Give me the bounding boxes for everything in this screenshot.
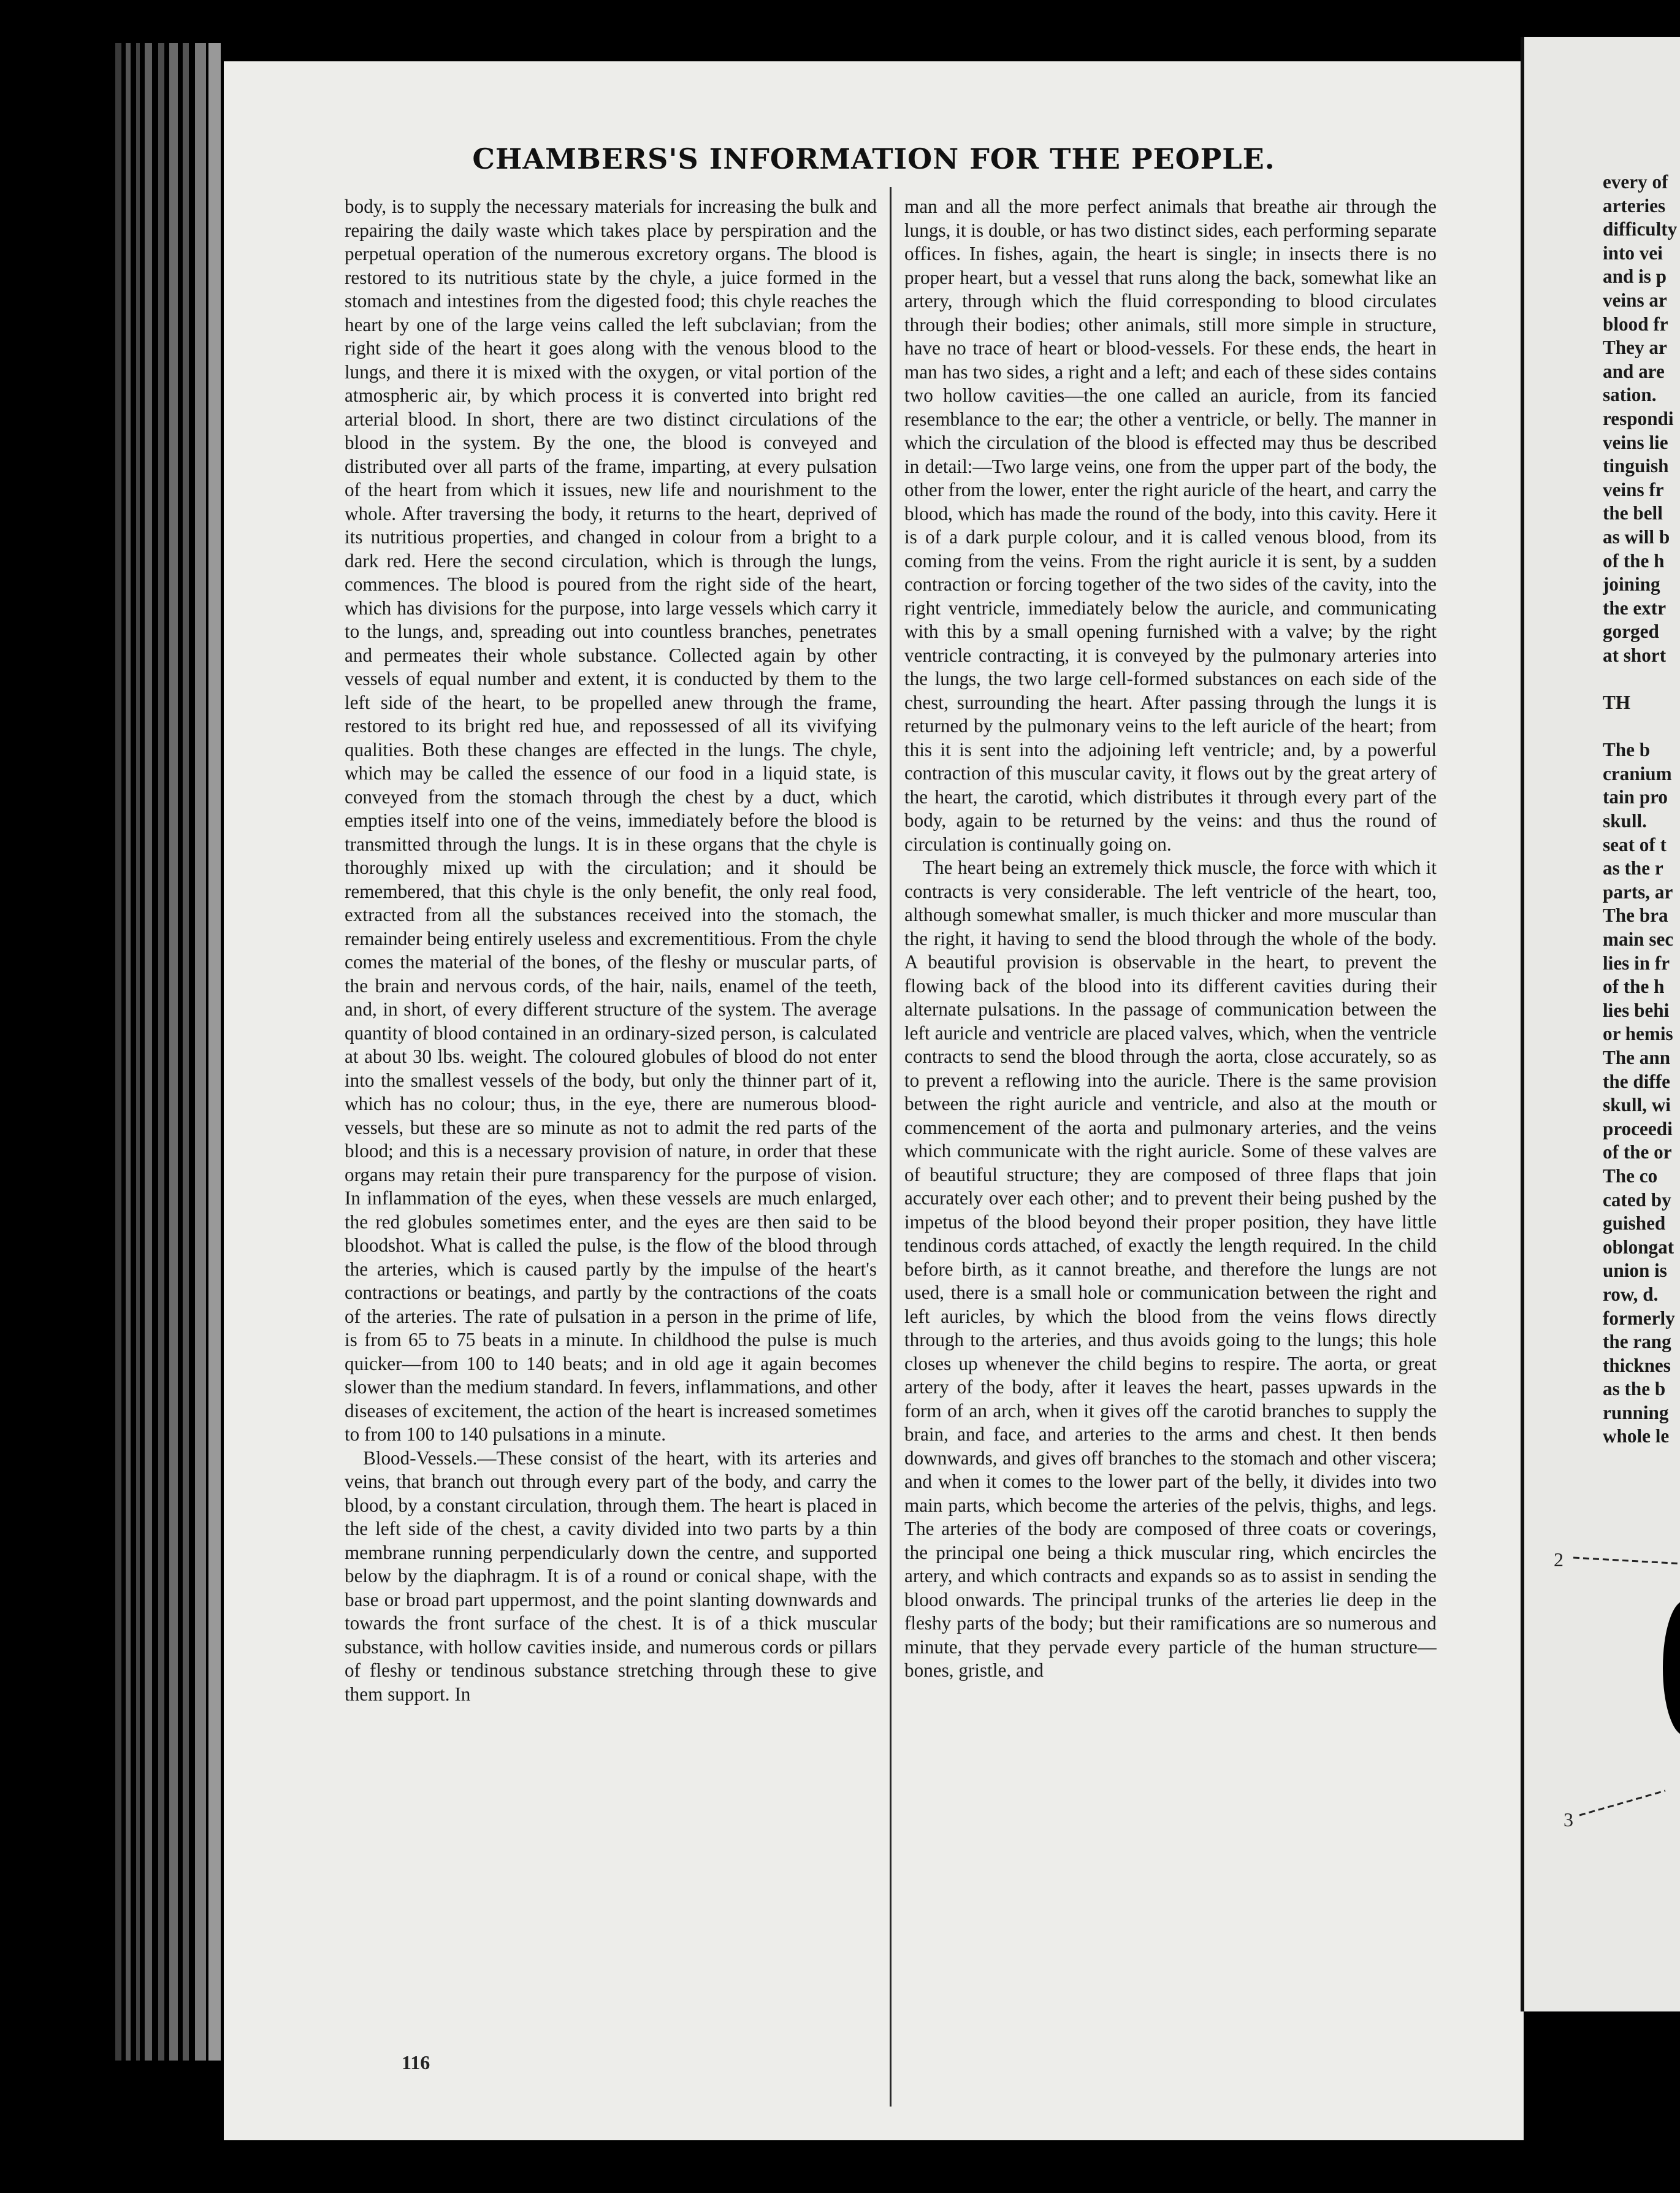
- facing-page-line: the rang: [1603, 1331, 1671, 1353]
- facing-page-line: The b: [1603, 739, 1651, 761]
- facing-page-line: as the b: [1603, 1378, 1666, 1400]
- facing-page-line: arteries: [1603, 194, 1666, 216]
- facing-page-line: of the h: [1603, 976, 1665, 998]
- facing-page-line: whole le: [1603, 1425, 1670, 1447]
- facing-page-line: proceedi: [1603, 1117, 1673, 1139]
- facing-page-line: the diffe: [1603, 1070, 1670, 1092]
- facing-page-line: thicknes: [1603, 1354, 1671, 1376]
- facing-page-line: into vei: [1603, 242, 1663, 264]
- facing-page-line: tain pro: [1603, 786, 1668, 808]
- facing-page-line: skull, wi: [1603, 1094, 1671, 1116]
- facing-page-line: lies behi: [1603, 999, 1670, 1021]
- facing-page-line: guished: [1603, 1212, 1666, 1234]
- facing-page-line: the extr: [1603, 597, 1667, 619]
- facing-page-line: veins lie: [1603, 431, 1668, 453]
- facing-page-line: row, d.: [1603, 1283, 1659, 1305]
- facing-page-line: respondi: [1603, 407, 1674, 429]
- page: [224, 61, 1524, 2140]
- figure-label-3: 3: [1564, 1808, 1573, 1831]
- facing-page-line: They ar: [1603, 337, 1667, 359]
- facing-page-line: joining: [1603, 573, 1660, 595]
- figure-leader-line-2: [1573, 1558, 1680, 1564]
- facing-page-line: cranium: [1603, 762, 1672, 784]
- facing-page-line: the bell: [1603, 502, 1663, 524]
- facing-page-line: difficulty: [1603, 218, 1678, 240]
- figure-leader-line-3: [1579, 1791, 1665, 1815]
- facing-page-line: as the r: [1603, 857, 1663, 879]
- right-paragraph-2: The heart being an extremely thick muscle, the force with which it contracts is very considerable. The left ventricle of the heart, too, although somewhat smaller, is much thicker and more muscular than the right, it having to send the blood through the whole of the body. A beautiful provision is observable in the heart, to prevent the flowing back of the blood into its different cavities during their alternate pulsations. In the passage of communication between the left auricle and ventricle are placed valves, which, when the ventricle contracts to send the blood through the aorta, close accurately, so as to prevent a reflowing into the auricle. There is the same provision between the right auricle and ventricle, and also at the mouth or commencement of the aorta and pulmonary arteries, and the veins which communicate with the right auricle. Some of these valves are of beautiful structure; they are composed of three flaps that join accurately over each other; and to prevent their being pushed by the impetus of the blood beyond their proper position, they have little tendinous cords attached, of exactly the length required. In the child before birth, as it cannot breathe, and therefore the lungs are not used, there is a small hole or communication between the right and left auricles, by which the blood from the veins flows directly through to the arteries, and thus avoids going to the lungs; this hole closes up whenever the child begins to respire. The aorta, or great artery of the body, after it leaves the heart, passes upwards in the form of an arch, when it gives off the carotid branches to supply the brain, and face, and arteries to the arms and chest. It then bends downwards, and gives off branches to the stomach and other viscera; and when it comes to the lower part of the belly, it divides into two main parts, which become the arteries of the pelvis, thighs, and legs. The arteries of the body are composed of three coats or coverings, the principal one being a thick muscular ring, which encircles the artery, and which contracts and expands so as to assist in sending the blood onwards. The principal trunks of the arteries lie deep in the fleshy parts of the body; but their ramifications are so numerous and minute, that they pervade every particle of the human structure—bones, gristle, and: [904, 857, 1437, 1681]
- facing-page-line: veins ar: [1603, 289, 1667, 311]
- facing-page-text: [1603, 170, 1680, 1449]
- facing-page-line: formerly: [1603, 1307, 1675, 1329]
- facing-page-line: at short: [1603, 644, 1667, 666]
- facing-page-line: sation.: [1603, 384, 1657, 406]
- page-number: 116: [402, 2051, 430, 2073]
- left-paragraph-2: Blood-Vessels.—These consist of the heart, with its arteries and veins, that branch out through every part of the body, and carry the blood, by a constant circulation, through them. The heart is placed in the left side of the chest, a cavity divided into two parts by a thin membrane running perpendicularly down the centre, and supported below by the diaphragm. It is of a round or conical shape, with the base or broad part uppermost, and the point slanting downwards and towards the front surface of the chest. It is of a thick muscular substance, with hollow cavities inside, and numerous cords or pillars of fleshy or tendinous substance stretching through these to give them support. In: [345, 1447, 877, 1705]
- facing-page-line: blood fr: [1603, 313, 1668, 335]
- facing-page-line: or hemis: [1603, 1023, 1673, 1045]
- facing-page-line: The co: [1603, 1165, 1658, 1187]
- facing-page-line: tinguish: [1603, 455, 1669, 477]
- facing-page-line: and are: [1603, 360, 1665, 382]
- facing-page-line: skull.: [1603, 810, 1647, 832]
- figure-shape: [1663, 1601, 1680, 1736]
- facing-page-line: cated by: [1603, 1188, 1671, 1211]
- facing-page-line: TH: [1603, 692, 1631, 714]
- left-column: [345, 195, 877, 2047]
- facing-page-line: lies in fr: [1603, 952, 1670, 974]
- running-head: CHAMBERS'S INFORMATION FOR THE PEOPLE.: [472, 142, 1275, 175]
- facing-page-line: seat of t: [1603, 833, 1667, 855]
- figure-label-2: 2: [1554, 1548, 1564, 1571]
- facing-page-line: main sec: [1603, 928, 1674, 950]
- facing-page-line: veins fr: [1603, 478, 1664, 500]
- facing-page-line: running: [1603, 1401, 1669, 1423]
- facing-page-line: as will b: [1603, 526, 1670, 548]
- right-paragraph-1: man and all the more perfect animals that breathe air through the lungs, it is double, or has two distinct sides, each performing separate offices. In fishes, again, the heart is single; in insects there is no proper heart, but a vessel that runs along the back, somewhat like an artery, through which the fluid corresponding to blood circulates through their bodies; other animals, still more simple in structure, have no trace of heart or blood-vessels. For these ends, the heart in man has two sides, a right and a left; and each of these sides contains two hollow cavities—the one called an auricle, from its fancied resemblance to the ear; the other a ventricle, or belly. The manner in which the circulation of the blood is effected may thus be described in detail:—Two large veins, one from the upper part of the body, the other from the lower, enter the right auricle of the heart, and carry the blood, which has made the round of the body, into this cavity. Here it is of a dark purple colour, and it is called venous blood, from its coming from the veins. From the right auricle it is sent, by a sudden contraction or forcing together of the two sides of the cavity, into the right ventricle, immediately below the auricle, and communicating with this by a small opening furnished with a valve; by the right ventricle contracting, it is conveyed by the pulmonary arteries into the lungs, the two large cell-formed substances on each side of the chest, surrounding the heart. After passing through the lungs it is returned by the pulmonary veins to the left auricle of the heart; from this it is sent into the adjoining left ventricle; and, by a powerful contraction of this muscular cavity, it flows out by the great artery of the heart, the carotid, which distributes it through every part of the body, again to be returned by the veins: and thus the round of circulation is continually going on.: [904, 196, 1437, 855]
- right-column: [904, 195, 1437, 2047]
- facing-page-line: gorged: [1603, 621, 1659, 643]
- column-rule: [890, 187, 892, 2107]
- book-binding-edge: [0, 0, 221, 2193]
- facing-page-line: [1603, 667, 1680, 691]
- facing-page-line: parts, ar: [1603, 881, 1673, 903]
- facing-page-line: of the h: [1603, 549, 1665, 572]
- facing-page-line: of the or: [1603, 1141, 1672, 1163]
- left-paragraph-1: body, is to supply the necessary materials for increasing the bulk and repairing the daily waste which takes place by perspiration and the perpetual operation of the numerous excretory organs. The blood is restored to its nutritious state by the chyle, a juice formed in the stomach and intestines from the digested food; this chyle reaches the heart by one of the large veins called the left subclavian; from the right side of the heart it goes along with the venous blood to the lungs, and there it is mixed with the oxygen, or vital portion of the atmospheric air, by which process it is converted into bright red arterial blood. In short, there are two distinct circulations of the blood in the system. By the one, the blood is conveyed and distributed over all parts of the frame, imparting, at every pulsation of the heart from which it issues, new life and nourishment to the whole. After traversing the body, it returns to the heart, deprived of its nutritious properties, and changed in colour from a bright to a dark red. Here the second circulation, which is through the lungs, commences. The blood is poured from the right side of the heart, which has divisions for the purpose, into large vessels which carry it to the lungs, and, spreading out into countless branches, penetrates and permeates their whole substance. Collected again by other vessels of equal number and extent, it is conducted by them to the left side of the heart, to be propelled anew through the frame, restored to its bright red hue, and repossessed of all its vivifying qualities. Both these changes are effected in the lungs. The chyle, which may be called the essence of our food in a liquid state, is conveyed from the stomach through the chest by a duct, which empties itself into one of the veins, immediately before the blood is transmitted through the lungs. It is in these organs that the chyle is thoroughly mixed up with the circulation; and it should be remembered, that this chyle is the only benefit, the only real food, extracted from all the substances received into the stomach, the remainder being entirely useless and excrementitious. From the chyle comes the material of the bones, of the fleshy or muscular parts, of the brain and nervous cords, of the hair, nails, enamel of the teeth, and, in short, of every different structure of the system. The average quantity of blood contained in an ordinary-sized person, is calculated at about 30 lbs. weight. The coloured globules of blood do not enter into the smallest vessels of the body, but only the thinner part of it, which has no colour; thus, in the eye, there are numerous blood-vessels, but these are so minute as not to admit the red parts of the blood; and this is a necessary provision of nature, in order that these organs may retain their pure transparency for the purpose of vision. In inflammation of the eyes, when these vessels are much enlarged, the red globules sometimes enter, and the eyes are then said to be bloodshot. What is called the pulse, is the flow of the blood through the arteries, which is caused partly by the impulse of the heart's contractions or beatings, and partly by the contractions of the coats of the arteries. The rate of pulsation in a person in the prime of life, is from 65 to 75 beats in a minute. In childhood the pulse is much quicker—from 100 to 140 beats; and in old age it again becomes slower than the medium standard. In fevers, inflammations, and other diseases of excitement, the action of the heart is increased sometimes to from 100 to 140 pulsations in a minute.: [345, 196, 877, 1445]
- facing-page-line: [1603, 715, 1680, 739]
- facing-page-line: and is p: [1603, 266, 1667, 288]
- facing-page-line: oblongat: [1603, 1236, 1674, 1258]
- facing-page-line: The bra: [1603, 905, 1668, 927]
- facing-page-line: every of: [1603, 171, 1668, 193]
- facing-page-edge: [1521, 37, 1680, 2011]
- facing-page-line: The ann: [1603, 1046, 1671, 1068]
- facing-page-line: union is: [1603, 1260, 1667, 1282]
